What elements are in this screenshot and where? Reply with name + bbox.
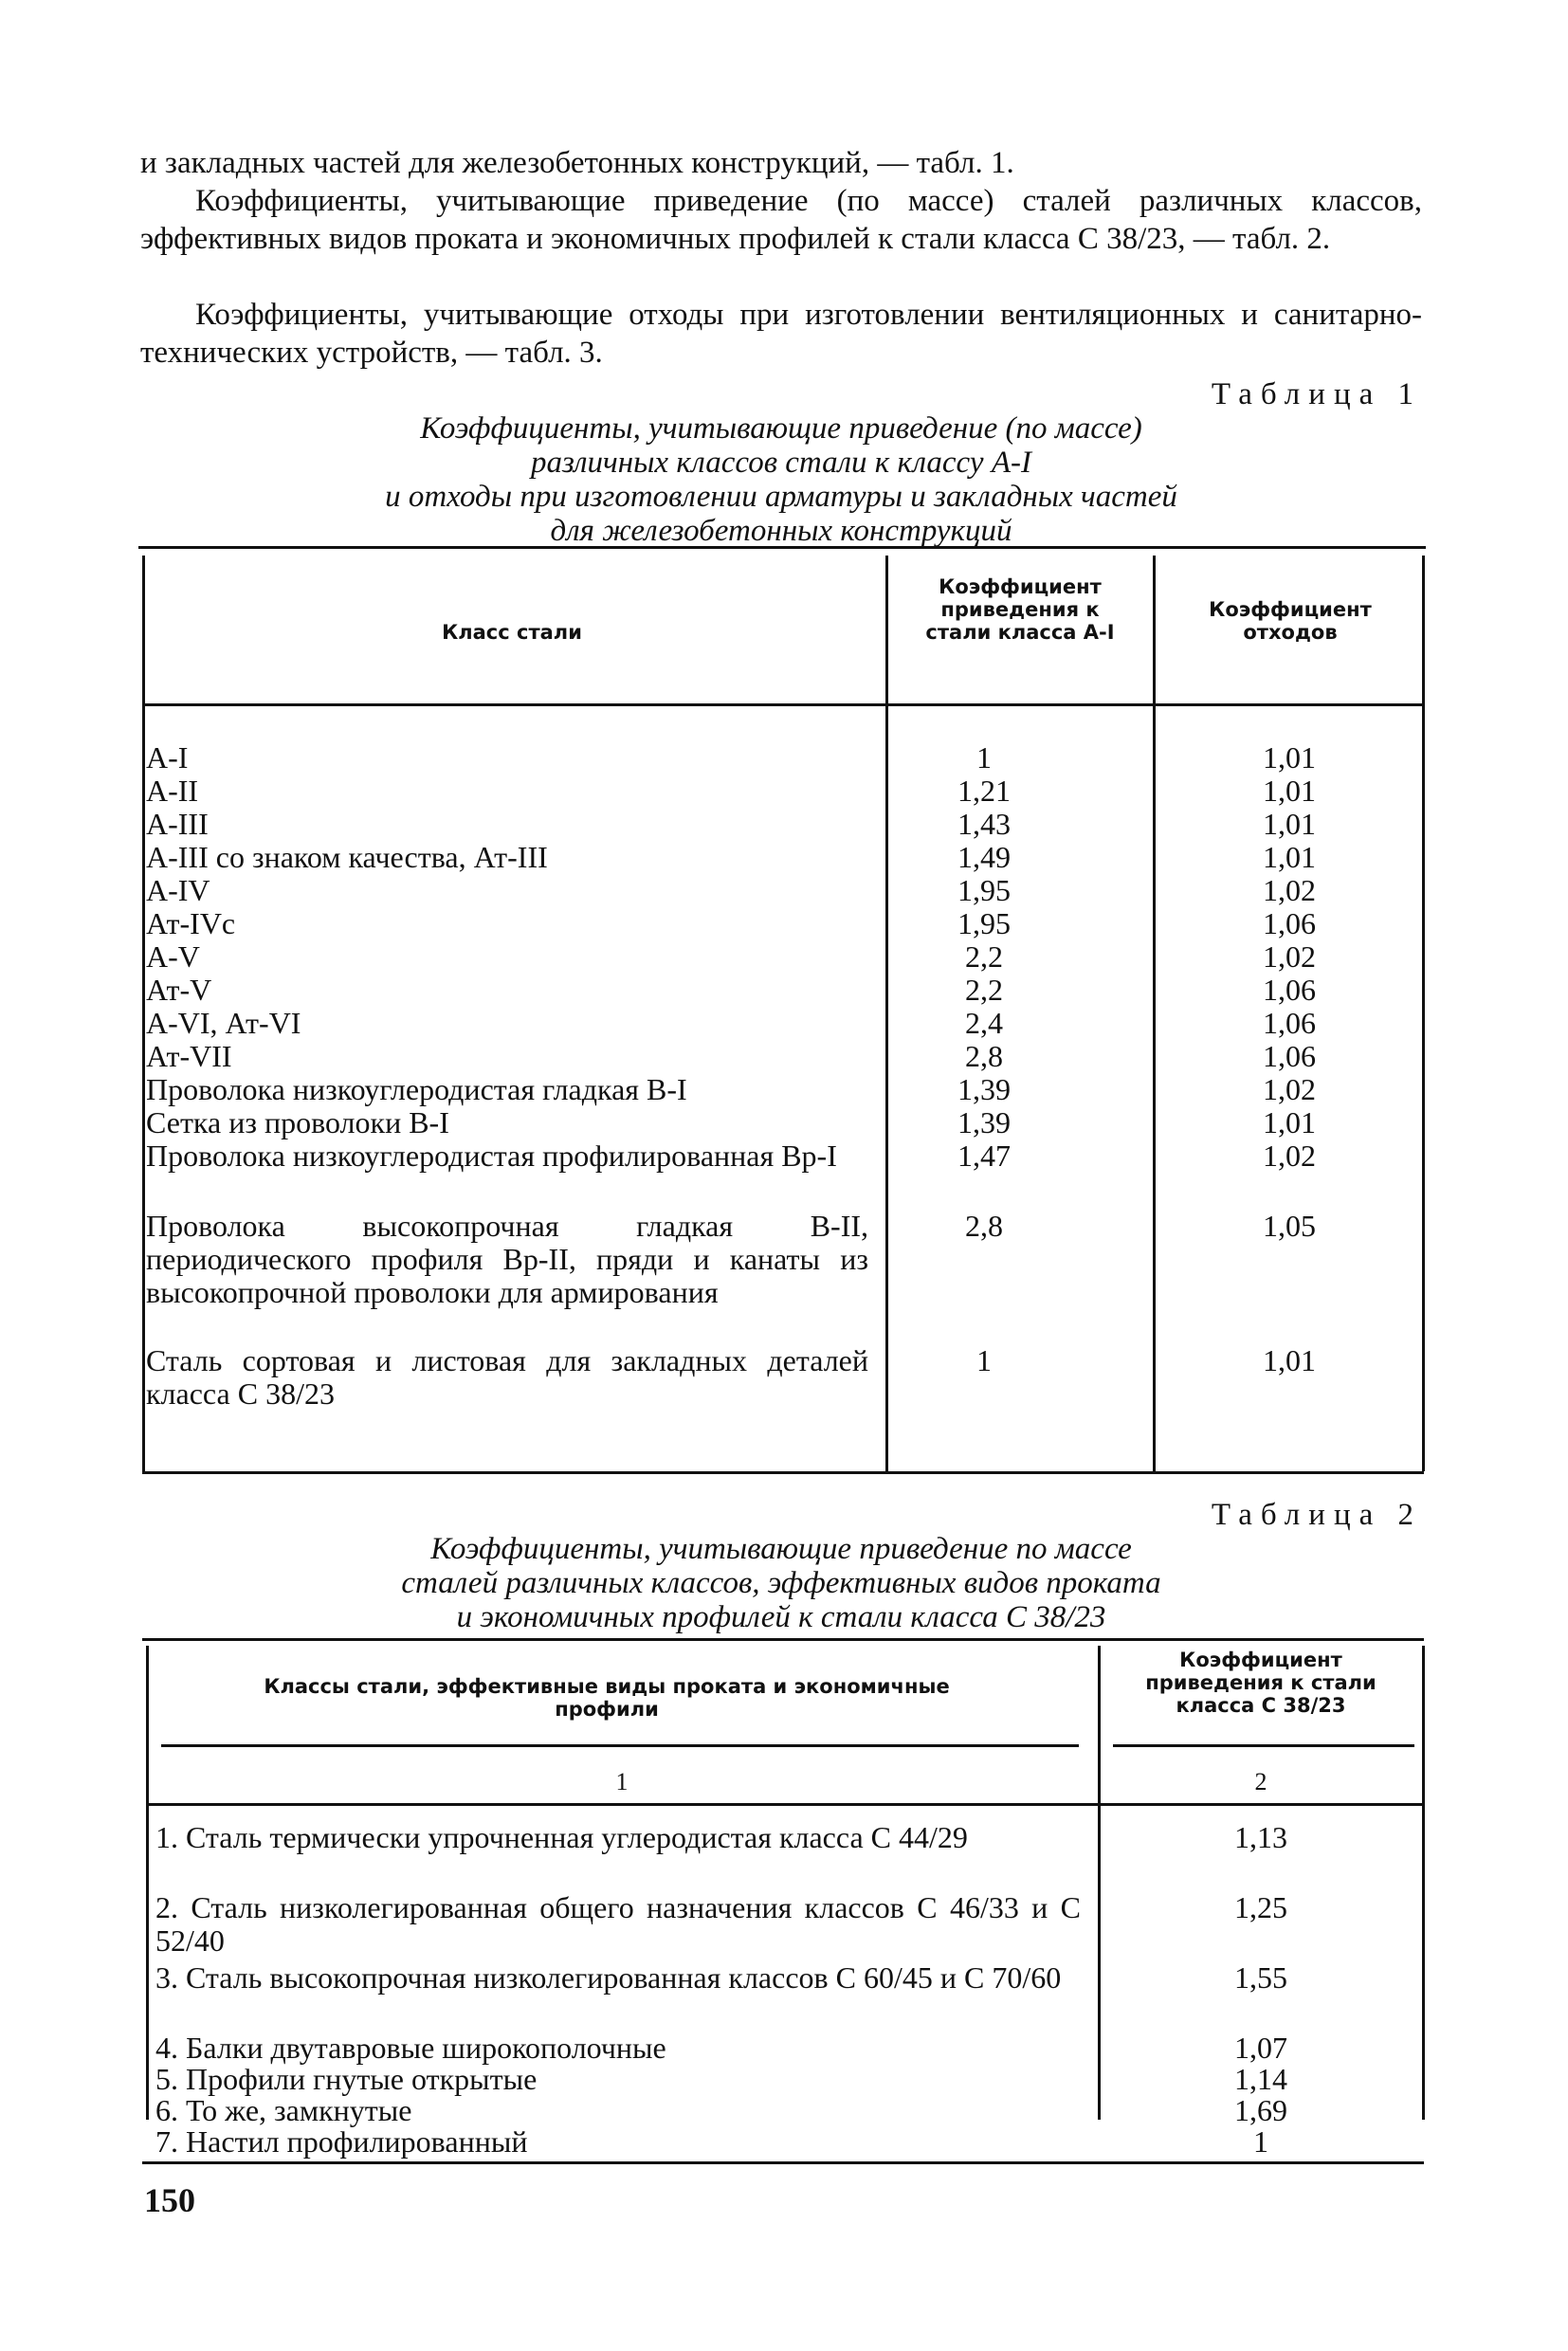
table1-row-waste: 1,02 (1263, 939, 1316, 974)
table1-row-name: А-I (146, 740, 189, 775)
table1-row-coefficient: 1 (976, 740, 992, 775)
table2-header-classes: Классы стали, эффективные виды проката и экономичные профили (264, 1675, 950, 1721)
table2-row-name: 3. Сталь высокопрочная низколегированная классов С 60/45 и С 70/60 (155, 1960, 1062, 1995)
table1-row-waste: 1,01 (1263, 1343, 1316, 1377)
table1-row-coefficient: 1,47 (957, 1139, 1011, 1173)
table1-row-waste: 1,02 (1263, 1139, 1316, 1173)
table1-row-name: Сталь сортовая и листовая для закладных деталей класса С 38/23 (146, 1343, 868, 1411)
table1-caption-line: различных классов стали к классу А-I (531, 446, 1031, 480)
table2-row-coefficient: 1,07 (1234, 2031, 1287, 2065)
table1-row-waste: 1,01 (1263, 740, 1316, 775)
table1-row-waste: 1,02 (1263, 1072, 1316, 1106)
page-number: 150 (144, 2181, 195, 2219)
table1-caption-line: Коэффициенты, учитывающие приведение (по массе) (420, 411, 1142, 446)
table1-row-coefficient: 2,2 (965, 939, 1003, 974)
table2-row-name: 5. Профили гнутые открытые (155, 2062, 538, 2096)
table1-row-name: Проволока низкоуглеродистая профилированная Вр-I (146, 1139, 837, 1173)
table1-row-coefficient: 1,21 (957, 774, 1011, 808)
table2-header-rule (1113, 1744, 1414, 1747)
table1-header-class: Класс стали (442, 621, 582, 644)
table1-label: Таблица 1 (1211, 377, 1422, 411)
table1-column-divider (1153, 556, 1156, 1471)
table1-row-name: Ат-IVс (146, 906, 236, 940)
table1-header-waste: Коэффициент отходов (1209, 598, 1372, 644)
table1-row-waste: 1,06 (1263, 1006, 1316, 1040)
table2-top-rule (142, 1638, 1424, 1641)
table1-bottom-rule (142, 1471, 1424, 1474)
table1-row-name: Сетка из проволоки В-I (146, 1105, 449, 1139)
table2-row-name: 6. То же, замкнутые (155, 2093, 412, 2127)
table1-column-divider (885, 556, 888, 1471)
table2-caption-line: Коэффициенты, учитывающие приведение по массе (430, 1532, 1132, 1566)
table1-row-name: А-IV (146, 873, 210, 907)
table2-header-coefficient: Коэффициент приведения к стали класса С 38/23 (1145, 1649, 1377, 1717)
table2-caption (140, 1532, 1422, 1634)
table2-row-coefficient: 1,25 (1234, 1890, 1287, 1924)
table1-row-name: Проволока высокопрочная гладкая В-II, периодического профиля Вр-II, пряди и канаты из высокопрочной проволоки для армирования (146, 1209, 868, 1309)
table1-row-coefficient: 1 (976, 1343, 992, 1377)
table1-row-coefficient: 1,39 (957, 1105, 1011, 1139)
table2-left-border (146, 1646, 149, 2120)
table1-caption-line: и отходы при изготовлении арматуры и закладных частей (385, 480, 1177, 514)
table1-row-coefficient: 2,8 (965, 1209, 1003, 1243)
table1-left-border (142, 556, 145, 1471)
table1-row-waste: 1,06 (1263, 1039, 1316, 1073)
table1-row-waste: 1,06 (1263, 973, 1316, 1007)
table1-row-waste: 1,01 (1263, 1105, 1316, 1139)
table2-row-name: 1. Сталь термически упрочненная углеродистая класса С 44/29 (155, 1820, 968, 1854)
table2-column-number-2: 2 (1254, 1768, 1267, 1795)
table2-row-coefficient: 1,13 (1234, 1820, 1287, 1854)
table1-row-coefficient: 1,49 (957, 840, 1011, 874)
table2-column-number-1: 1 (615, 1768, 629, 1795)
table1-row-coefficient: 2,2 (965, 973, 1003, 1007)
table1-row-name: Ат-V (146, 973, 212, 1007)
table1-row-coefficient: 1,39 (957, 1072, 1011, 1106)
table1-row-name: А-III со знаком качества, Ат-III (146, 840, 548, 874)
table2-bottom-rule (142, 2161, 1424, 2164)
table2-row-name: 2. Сталь низколегированная общего назначения классов С 46/33 и С 52/40 (155, 1890, 1081, 1958)
table1-row-coefficient: 1,43 (957, 807, 1011, 841)
table1-row-coefficient: 1,95 (957, 873, 1011, 907)
table1-row-coefficient: 2,8 (965, 1039, 1003, 1073)
table1-row-waste: 1,01 (1263, 774, 1316, 808)
table1-row-waste: 1,06 (1263, 906, 1316, 940)
table1-row-name: Проволока низкоуглеродистая гладкая В-I (146, 1072, 687, 1106)
table1-row-waste: 1,05 (1263, 1209, 1316, 1243)
table1-row-coefficient: 1,95 (957, 906, 1011, 940)
table2-row-coefficient: 1 (1253, 2124, 1268, 2159)
table1-caption-line: для железобетонных конструкций (550, 514, 1012, 548)
table1-row-name: А-VI, Ат-VI (146, 1006, 301, 1040)
table2-row-coefficient: 1,14 (1234, 2062, 1287, 2096)
table1-top-rule (138, 546, 1426, 549)
table1-row-name: А-V (146, 939, 200, 974)
table1-row-name: А-II (146, 774, 199, 808)
table1-header-coefficient: Коэффициент приведения к стали класса А-I (925, 575, 1115, 644)
table2-label: Таблица 2 (1211, 1498, 1422, 1532)
table1-row-name: А-III (146, 807, 209, 841)
table2-caption-line: и экономичных профилей к стали класса С 38/23 (456, 1600, 1106, 1634)
intro-paragraph-2: Коэффициенты, учитывающие приведение (по массе) сталей различных классов, эффективных видов проката и экономичных профилей к стали класса С 38/23, — табл. 2. (140, 184, 1422, 256)
table2-numbers-rule (146, 1803, 1424, 1806)
table1-header-rule (142, 703, 1424, 706)
table1-row-name: Ат-VII (146, 1039, 232, 1073)
table2-row-name: 7. Настил профилированный (155, 2124, 528, 2159)
intro-paragraph-3: Коэффициенты, учитывающие отходы при изготовлении вентиляционных и санитарно-технических устройств, — табл. 3. (140, 298, 1422, 370)
table2-row-coefficient: 1,69 (1234, 2093, 1287, 2127)
table2-row-coefficient: 1,55 (1234, 1960, 1287, 1995)
table2-header-rule (161, 1744, 1079, 1747)
table1-row-waste: 1,01 (1263, 807, 1316, 841)
table1-row-waste: 1,01 (1263, 840, 1316, 874)
table2-caption-line: сталей различных классов, эффективных видов проката (401, 1566, 1161, 1600)
table1-caption (140, 411, 1422, 548)
table1-row-coefficient: 2,4 (965, 1006, 1003, 1040)
table2-row-name: 4. Балки двутавровые широкополочные (155, 2031, 666, 2065)
table1-right-border (1422, 556, 1425, 1471)
table1-row-waste: 1,02 (1263, 873, 1316, 907)
intro-line: и закладных частей для железобетонных конструкций, — табл. 1. (140, 146, 1014, 180)
